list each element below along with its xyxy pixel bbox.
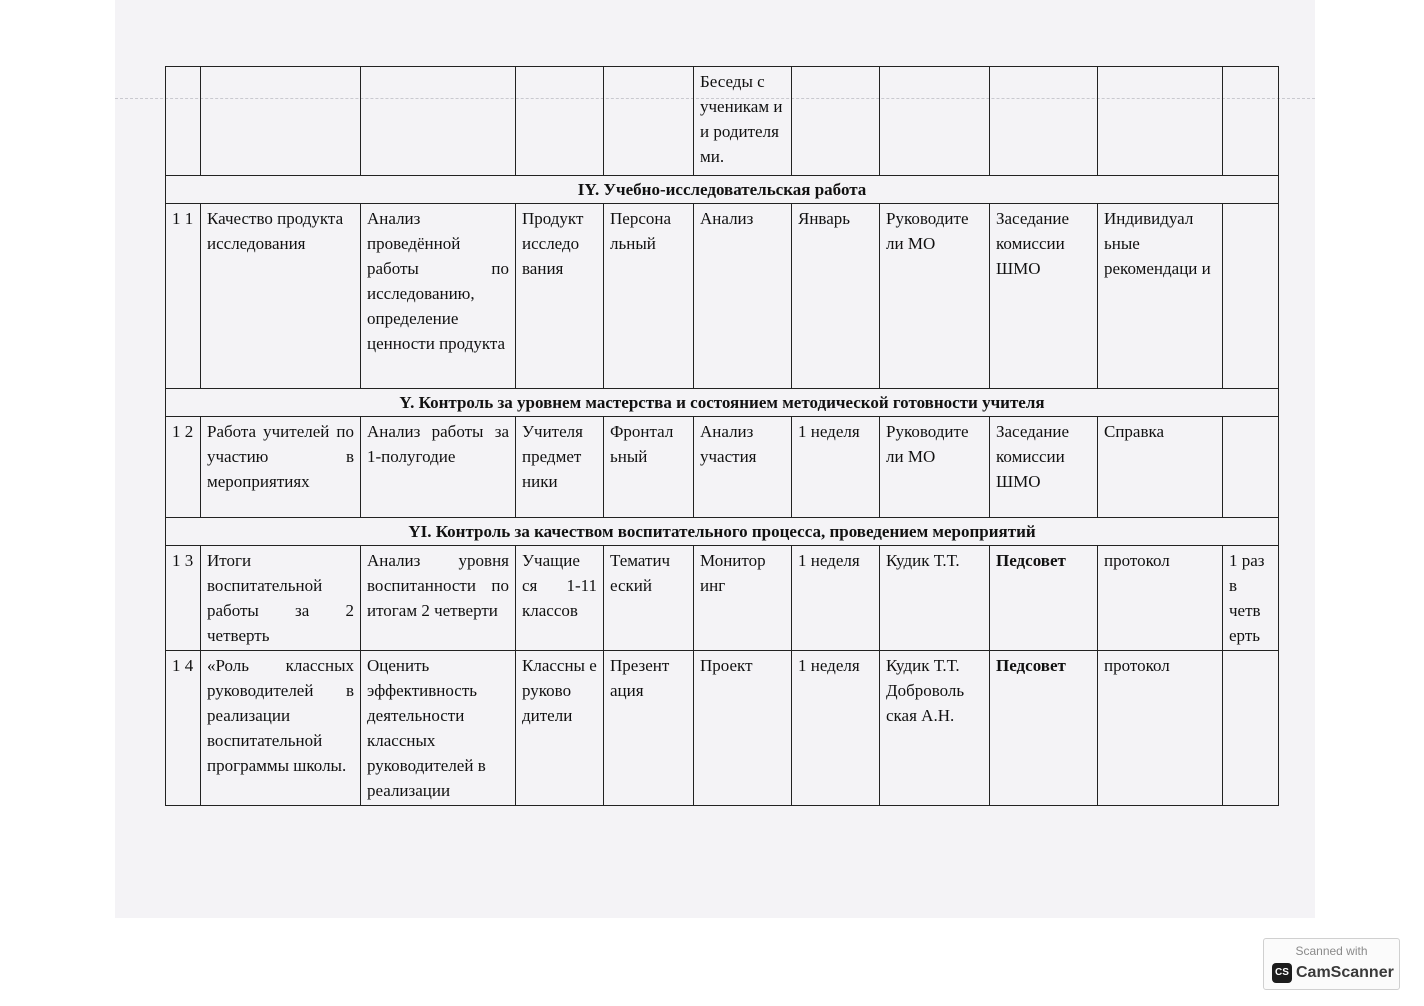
cell-where: Педсовет [990, 546, 1098, 651]
cell-extra: 1 раз в четв ерть [1223, 546, 1279, 651]
cell-method: Анализ [694, 204, 792, 389]
section-title: IY. Учебно-исследовательская работа [166, 176, 1279, 204]
cell-result: протокол [1098, 546, 1223, 651]
cell-extra [1223, 204, 1279, 389]
cell-responsible: Кудик Т.Т. Доброволь ская А.Н. [880, 651, 990, 806]
control-plan-table [165, 66, 1279, 806]
table-row [166, 417, 1279, 518]
table-row [166, 67, 1279, 176]
cell-topic: Работа учителей по участию в мероприятиях [201, 417, 361, 518]
cell-extra [1223, 417, 1279, 518]
cell-object [516, 67, 604, 176]
cell-object: Учащие ся 1-11 классов [516, 546, 604, 651]
cell-responsible: Кудик Т.Т. [880, 546, 990, 651]
cell-method: Монитор инг [694, 546, 792, 651]
watermark-caption: Scanned with [1295, 944, 1368, 958]
cell-where: Педсовет [990, 651, 1098, 806]
cell-date: Январь [792, 204, 880, 389]
cell-method: Проект [694, 651, 792, 806]
cell-responsible: Руководите ли МО [880, 204, 990, 389]
cell-result: Справка [1098, 417, 1223, 518]
cell-result [1098, 67, 1223, 176]
cell-where: Заседание комиссии ШМО [990, 417, 1098, 518]
camscanner-watermark [1263, 938, 1400, 990]
cell-date: 1 неделя [792, 651, 880, 806]
section-heading-row [166, 518, 1279, 546]
cell-where [990, 67, 1098, 176]
cell-goal: Анализ работы за 1-полугодие [361, 417, 516, 518]
cell-date: 1 неделя [792, 546, 880, 651]
cell-object: Учителя предмет ники [516, 417, 604, 518]
cell-goal: Анализ уровня воспитанности по итогам 2 четверти [361, 546, 516, 651]
cell-goal: Оценить эффективность деятельности классных руководителей в реализации [361, 651, 516, 806]
cell-type: Тематич еский [604, 546, 694, 651]
cell-where: Заседание комиссии ШМО [990, 204, 1098, 389]
table-row [166, 651, 1279, 806]
cell-extra [1223, 67, 1279, 176]
cell-topic: Качество продукта исследования [201, 204, 361, 389]
cell-date: 1 неделя [792, 417, 880, 518]
cell-extra [1223, 651, 1279, 806]
table-row [166, 204, 1279, 389]
cell-num [166, 67, 201, 176]
cell-method: Беседы с ученикам и и родителя ми. [694, 67, 792, 176]
section-title: Y. Контроль за уровнем мастерства и состоянием методической готовности учителя [166, 389, 1279, 417]
cell-result: Индивидуал ьные рекомендаци и [1098, 204, 1223, 389]
cell-goal: Анализ проведённой работы по исследованию, определение ценности продукта [361, 204, 516, 389]
cell-type: Фронтал ьный [604, 417, 694, 518]
section-heading-row [166, 389, 1279, 417]
cell-topic: Итоги воспитательной работы за 2 четверть [201, 546, 361, 651]
cell-result: протокол [1098, 651, 1223, 806]
camscanner-logo-icon: CS [1272, 963, 1292, 983]
watermark-brand: CamScanner [1296, 964, 1394, 981]
table-row [166, 546, 1279, 651]
cell-type: Презент ация [604, 651, 694, 806]
cell-topic: «Роль классных руководителей в реализации воспитательной программы школы. [201, 651, 361, 806]
cell-responsible [880, 67, 990, 176]
cell-type [604, 67, 694, 176]
cell-num: 1 1 [166, 204, 201, 389]
cell-object: Классны е руково дители [516, 651, 604, 806]
cell-goal [361, 67, 516, 176]
section-heading-row [166, 176, 1279, 204]
cell-object: Продукт исследо вания [516, 204, 604, 389]
cell-num: 1 2 [166, 417, 201, 518]
cell-method: Анализ участия [694, 417, 792, 518]
cell-num: 1 3 [166, 546, 201, 651]
section-title: YI. Контроль за качеством воспитательного процесса, проведением мероприятий [166, 518, 1279, 546]
cell-date [792, 67, 880, 176]
cell-type: Персона льный [604, 204, 694, 389]
cell-topic [201, 67, 361, 176]
cell-num: 1 4 [166, 651, 201, 806]
cell-responsible: Руководите ли МО [880, 417, 990, 518]
